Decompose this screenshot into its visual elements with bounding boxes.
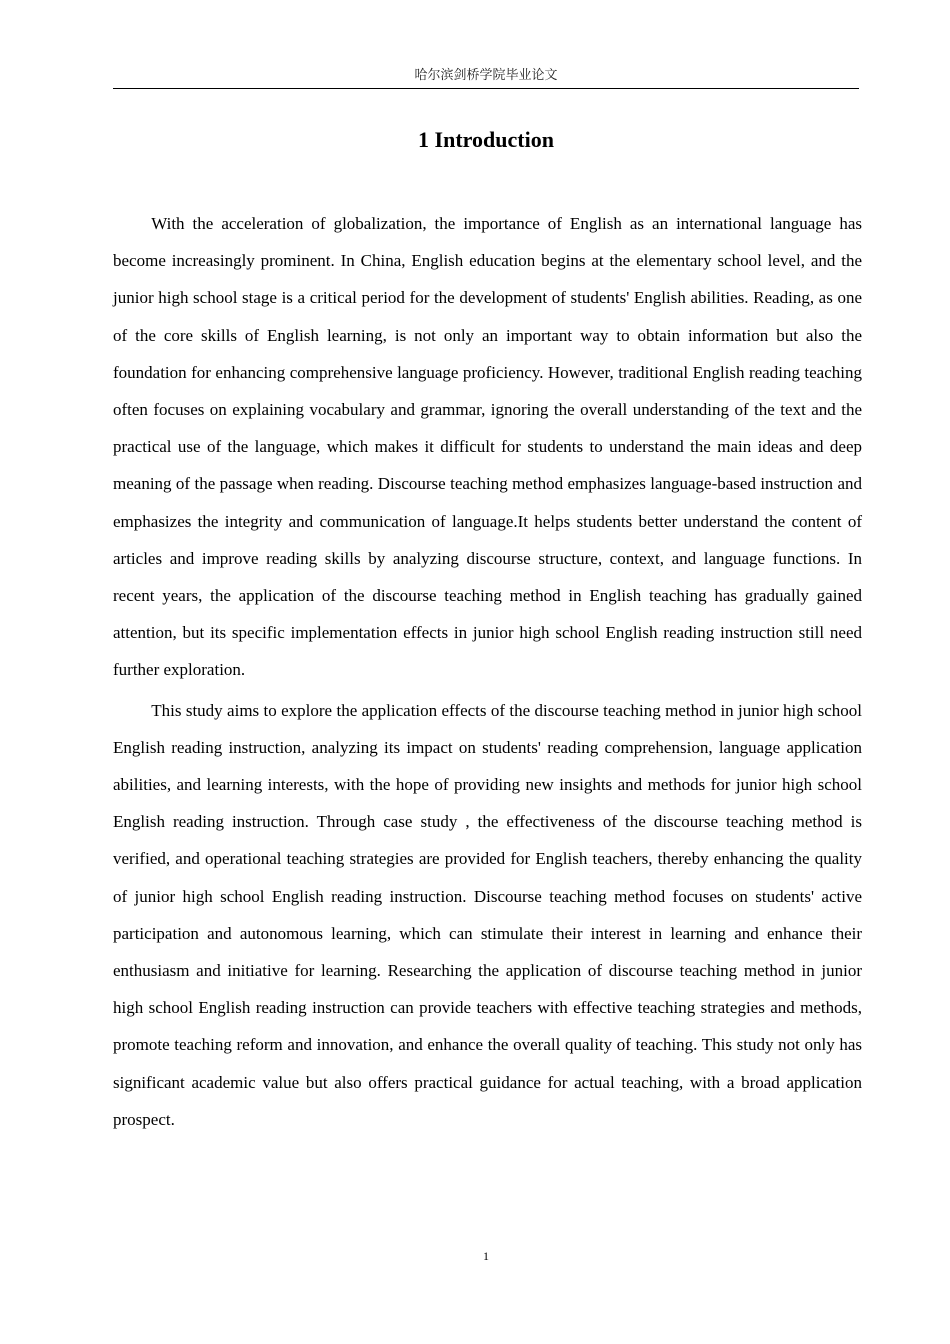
chapter-title: 1 Introduction xyxy=(418,127,554,152)
paragraph-2: This study aims to explore the application effects of the discourse teaching method in junior high school English reading instruction, analyzing its impact on students' reading comprehension, language application abilities, and learning interests, with the hope of providing new insights and methods for junior high school English reading instruction. Through case study , the effectiveness of the discourse teaching method is verified, and operational teaching strategies are provided for English teachers, thereby enhancing the quality of junior high school English reading instruction. Discourse teaching method focuses on students' active participation and autonomous learning, which can stimulate their interest in learning and enhance their enthusiasm and initiative for learning. Researching the application of discourse teaching method in junior high school English reading instruction can provide teachers with effective teaching strategies and methods, promote teaching reform and innovation, and enhance the overall quality of teaching. This study not only has significant academic value but also offers practical guidance for actual teaching, with a broad application prospect. xyxy=(113,700,862,1129)
page-number: 1 xyxy=(483,1249,489,1263)
header-divider xyxy=(113,88,859,89)
body-text xyxy=(113,205,862,1141)
paragraph-1: With the acceleration of globalization, the importance of English as an international language has become increasingly prominent. In China, English education begins at the elementary school level, and the junior high school stage is a critical period for the development of students' English abilities. Reading, as one of the core skills of English learning, is not only an important way to obtain information but also the foundation for enhancing comprehensive language proficiency. However, traditional English reading teaching often focuses on explaining vocabulary and grammar, ignoring the overall understanding of the text and the practical use of the language, which makes it difficult for students to understand the main ideas and deep meaning of the passage when reading. Discourse teaching method emphasizes language-based instruction and emphasizes the integrity and communication of language.It helps students better understand the content of articles and improve reading skills by analyzing discourse structure, context, and language functions. In recent years, the application of the discourse teaching method in English teaching has gradually gained attention, but its specific implementation effects in junior high school English reading instruction still need further exploration. xyxy=(113,214,862,680)
running-header: 哈尔滨剑桥学院毕业论文 xyxy=(414,68,558,83)
